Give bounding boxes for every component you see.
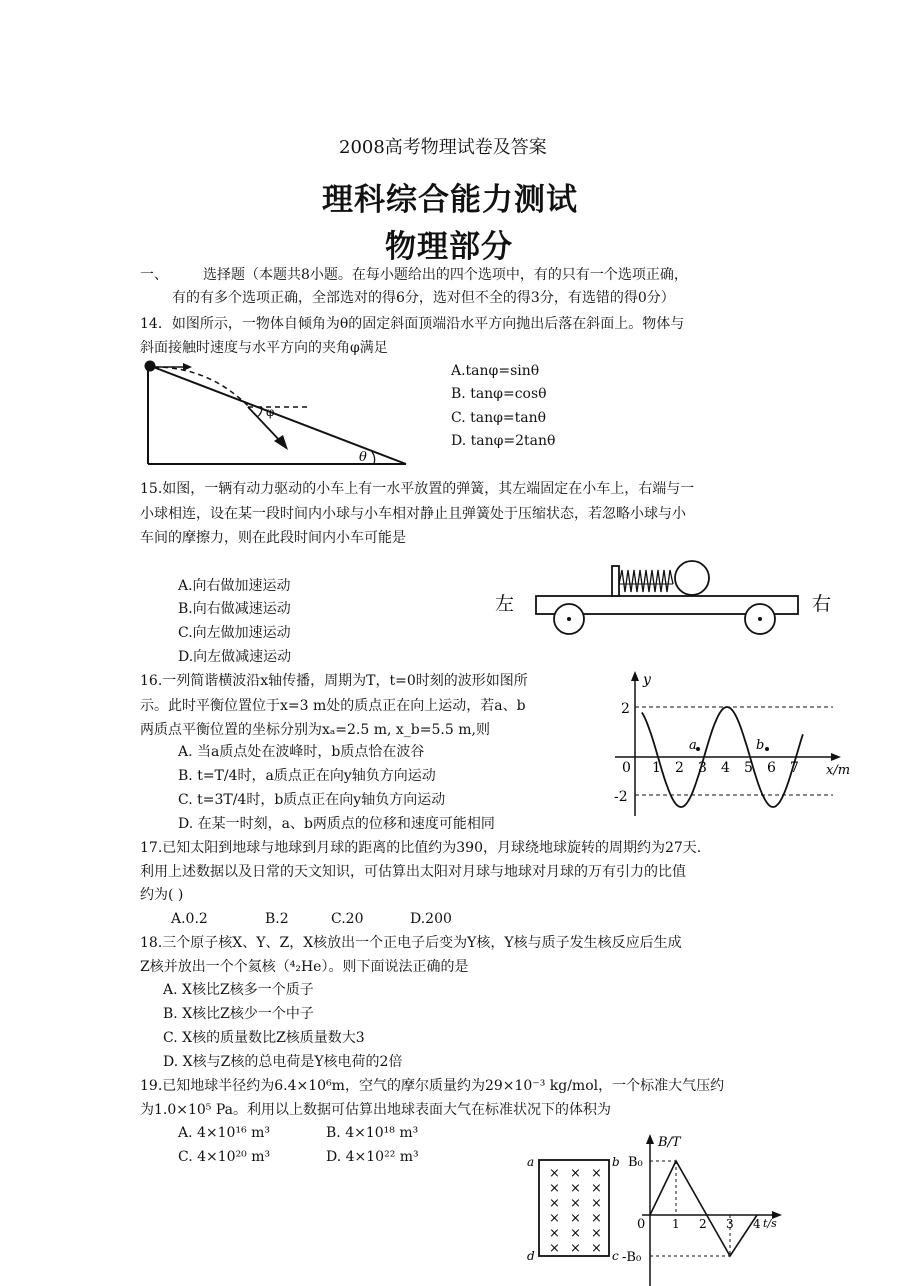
field-cross-mark: × — [591, 1211, 602, 1226]
field-cross-mark: × — [591, 1196, 602, 1211]
q16-option-b: B. t=T/4时，a质点正在向y轴负方向运动 — [178, 768, 436, 784]
field-cross-mark: × — [549, 1226, 560, 1241]
q15-stem-line3: 车间的摩擦力，则在此段时间内小车可能是 — [140, 530, 406, 546]
field-cross-mark: × — [549, 1211, 560, 1226]
q18-stem-line1: 18.三个原子核X、Y、Z，X核放出一个正电子后变为Y核，Y核与质子发生核反应后生成 — [140, 935, 682, 951]
field-cross-mark: × — [591, 1166, 602, 1181]
q16-x-axis-label: x/m — [826, 763, 851, 778]
q14-theta-label: θ — [359, 450, 367, 465]
q16-point-a-label: a — [689, 738, 697, 753]
field-cross-mark: × — [549, 1196, 560, 1211]
q16-y-axis-label: y — [643, 672, 651, 688]
q16-x-tick-5: 5 — [744, 760, 753, 776]
q15-right-label: 右 — [812, 593, 832, 615]
q17-option-a: A.0.2 — [171, 911, 208, 927]
q15-option-b: B.向右做减速运动 — [178, 601, 291, 617]
t-tick-1: 1 — [672, 1217, 680, 1231]
q19-stem-line2: 为1.0×10⁵ Pa。利用以上数据可估算出地球表面大气在标准状况下的体积为 — [140, 1102, 612, 1118]
q14-phi-label: φ — [266, 405, 275, 419]
field-cross-mark: × — [591, 1241, 602, 1256]
q14-stem-line1: 14．如图所示，一物体自倾角为θ的固定斜面顶端沿水平方向抛出后落在斜面上。物体与 — [140, 316, 685, 332]
section-instruction-line1: 选择题（本题共8小题。在每小题给出的四个选项中，有的只有一个选项正确， — [203, 267, 688, 283]
q14-stem-line2: 斜面接触时速度与水平方向的夹角φ满足 — [140, 340, 388, 356]
q17-option-d: D.200 — [410, 911, 452, 927]
corner-b-label: b — [612, 1155, 620, 1169]
q17-stem-line3: 约为( ) — [140, 887, 184, 903]
corner-c-label: c — [612, 1249, 619, 1263]
corner-a-label: a — [527, 1155, 535, 1169]
section-number: 一、 — [140, 267, 168, 283]
subtitle-comprehensive-test: 理科综合能力测试 — [322, 182, 578, 218]
q15-stem-line2: 小球相连，设在某一段时间内小球与小车相对静止且弹簧处于压缩状态，若忽略小球与小 — [140, 506, 686, 522]
q15-cart-figure — [490, 558, 840, 640]
neg-b0-label: -B₀ — [622, 1250, 642, 1265]
q15-option-d: D.向左做减速运动 — [178, 649, 292, 665]
q16-x-tick-0: 0 — [622, 760, 631, 776]
q18-option-c: C. X核的质量数比Z核质量数大3 — [163, 1030, 365, 1046]
field-cross-mark: × — [591, 1226, 602, 1241]
q17-stem-line2: 利用上述数据以及日常的天文知识，可估算出太阳对月球与地球对月球的万有引力的比值 — [140, 864, 686, 880]
q17-stem-line1: 17.已知太阳到地球与地球到月球的距离的比值约为390，月球绕地球旋转的周期约为27天. — [140, 840, 702, 856]
q18-option-d: D. X核与Z核的总电荷是Y核电荷的2倍 — [163, 1054, 403, 1070]
section-instruction-line2: 有的有多个选项正确，全部选对的得6分，选对但不全的得3分，有选错的得0分） — [172, 290, 675, 306]
b-axis-label: B/T — [658, 1135, 681, 1150]
q16-x-tick-2: 2 — [675, 760, 684, 776]
field-cross-mark: × — [570, 1181, 581, 1196]
field-cross-mark: × — [570, 1241, 581, 1256]
field-cross-mark: × — [570, 1226, 581, 1241]
q19-option-b: B. 4×10¹⁸ m³ — [326, 1125, 419, 1141]
q15-option-a: A.向右做加速运动 — [178, 578, 291, 594]
field-cross-mark: × — [591, 1181, 602, 1196]
q19-stem-line1: 19.已知地球半径约为6.4×10⁶m，空气的摩尔质量约为29×10⁻³ kg/mol，一个标准大气压约 — [140, 1078, 725, 1094]
q16-stem-line2: 示。此时平衡位置位于x=3 m处的质点正在向上运动，若a、b — [140, 698, 526, 714]
q15-stem-line1: 15.如图，一辆有动力驱动的小车上有一水平放置的弹簧，其左端固定在小车上，右端与一 — [140, 481, 695, 497]
t-tick-2: 2 — [699, 1217, 707, 1231]
field-cross-mark: × — [549, 1241, 560, 1256]
q16-x-tick-4: 4 — [721, 760, 730, 776]
q14-option-b: B. tanφ=cosθ — [451, 386, 547, 402]
exam-title: 2008高考物理试卷及答案 — [339, 137, 547, 158]
field-cross-mark: × — [549, 1181, 560, 1196]
q15-left-label: 左 — [495, 593, 515, 615]
q16-x-tick-7: 7 — [790, 760, 799, 776]
q16-y-tick-pos: 2 — [621, 701, 630, 717]
q15-option-c: C.向左做加速运动 — [178, 625, 291, 641]
origin-label: 0 — [637, 1217, 646, 1232]
q18-option-a: A. X核比Z核多一个质子 — [163, 982, 314, 998]
t-axis-label: t/s — [763, 1217, 777, 1230]
q14-option-d: D. tanφ=2tanθ — [451, 433, 556, 449]
magnetic-field-loop-figure — [522, 1152, 622, 1264]
q16-option-c: C. t=3T/4时，b质点正在向y轴负方向运动 — [178, 792, 446, 808]
b0-label: B₀ — [628, 1155, 643, 1170]
t-tick-3: 3 — [726, 1217, 734, 1231]
q14-incline-figure — [140, 355, 415, 470]
t-tick-4: 4 — [753, 1217, 761, 1231]
q16-option-d: D. 在某一时刻，a、b两质点的位移和速度可能相同 — [178, 816, 495, 832]
field-cross-mark: × — [570, 1196, 581, 1211]
q16-x-tick-3: 3 — [698, 760, 707, 776]
field-cross-mark: × — [570, 1166, 581, 1181]
q16-stem-line1: 16.一列简谐横波沿x轴传播，周期为T，t=0时刻的波形如图所 — [140, 673, 528, 689]
q16-y-tick-neg: -2 — [614, 789, 628, 805]
corner-d-label: d — [527, 1249, 535, 1263]
field-cross-mark: × — [549, 1166, 560, 1181]
subtitle-physics-section: 物理部分 — [385, 229, 513, 265]
q17-option-c: C.20 — [331, 911, 364, 927]
q16-x-tick-1: 1 — [652, 760, 661, 776]
field-cross-mark: × — [570, 1211, 581, 1226]
q14-option-a: A.tanφ=sinθ — [451, 363, 540, 379]
b-field-time-graph — [622, 1128, 787, 1286]
q19-option-d: D. 4×10²² m³ — [326, 1149, 419, 1165]
q19-option-c: C. 4×10²⁰ m³ — [178, 1149, 271, 1165]
q17-option-b: B.2 — [265, 911, 289, 927]
q16-x-tick-6: 6 — [767, 760, 776, 776]
q18-stem-line2: Z核并放出一个个氦核（⁴₂He）。则下面说法正确的是 — [140, 959, 469, 975]
q16-option-a: A. 当a质点处在波峰时，b质点恰在波谷 — [178, 744, 425, 760]
q18-option-b: B. X核比Z核少一个中子 — [163, 1006, 314, 1022]
q14-option-c: C. tanφ=tanθ — [451, 410, 547, 426]
q16-stem-line3: 两质点平衡位置的坐标分别为xₐ=2.5 m, x_b=5.5 m,则 — [140, 722, 490, 738]
q16-wave-graph — [605, 668, 855, 820]
q16-point-b-label: b — [756, 738, 765, 753]
q19-option-a: A. 4×10¹⁶ m³ — [178, 1125, 271, 1141]
